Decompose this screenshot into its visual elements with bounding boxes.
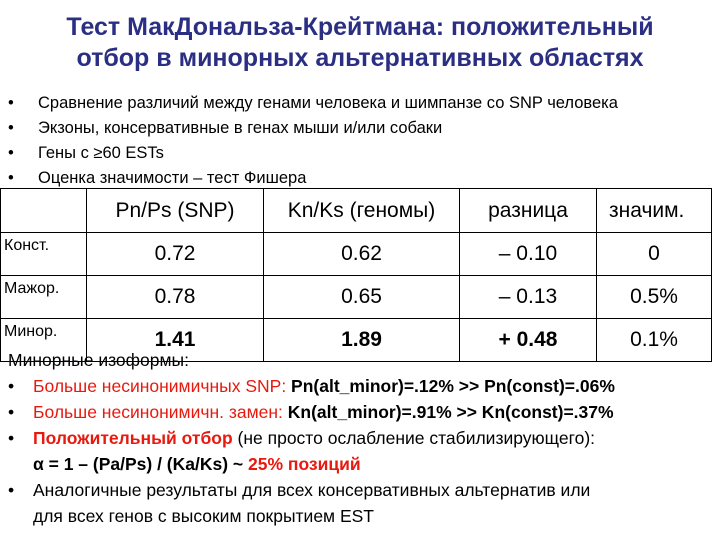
notes-intro: Минорные изоформы: xyxy=(8,350,189,370)
bullet-marker: • xyxy=(8,144,14,162)
note-text: для всех генов с высоким покрытием EST xyxy=(33,506,374,526)
table-cell: 0.72 xyxy=(87,233,264,276)
bullet-text: Сравнение различий между генами человека и шимпанзе со SNP человека xyxy=(38,94,618,112)
row-label: Мажор. xyxy=(1,276,87,319)
bullet-item xyxy=(8,141,720,166)
bullet-marker: • xyxy=(8,119,14,137)
table-cell: 1.89 xyxy=(264,319,460,362)
minor-isoforms-notes xyxy=(8,347,720,529)
note-item xyxy=(8,399,720,425)
bullet-marker: • xyxy=(8,94,14,112)
note-item xyxy=(8,425,720,477)
table-row xyxy=(1,276,712,319)
table-row xyxy=(1,233,712,276)
table-cell: – 0.13 xyxy=(460,276,597,319)
header-cell-difference: разница xyxy=(460,189,597,233)
table-cell: 1.41 xyxy=(87,319,264,362)
table-cell: 0.65 xyxy=(264,276,460,319)
bullet-item xyxy=(8,116,720,141)
table-cell: – 0.10 xyxy=(460,233,597,276)
note-label: Положительный отбор xyxy=(33,428,233,448)
bullet-marker: • xyxy=(8,402,15,422)
note-text: (не просто ослабление стабилизирующего): xyxy=(232,428,596,448)
title-line-1: Тест МакДональза-Крейтмана: положительный xyxy=(66,13,654,41)
bullet-text: Экзоны, консервативные в генах мыши и/или собаки xyxy=(38,119,443,137)
header-cell-significance: значим. xyxy=(597,189,712,233)
bullet-text: Гены с ≥60 ESTs xyxy=(38,144,164,162)
note-item xyxy=(8,373,720,399)
row-label: Конст. xyxy=(1,233,87,276)
bullet-text: Оценка значимости – тест Фишера xyxy=(38,169,307,187)
method-bullet-list xyxy=(8,91,720,191)
row-label: Минор. xyxy=(1,319,87,362)
note-item xyxy=(8,477,720,529)
bullet-marker: • xyxy=(8,376,15,396)
bullet-marker: • xyxy=(8,428,15,448)
note-formula: Kn(alt_minor)=.91% >> Kn(const)=.37% xyxy=(287,402,614,422)
table-cell: 0 xyxy=(597,233,712,276)
note-formula: Pn(alt_minor)=.12% >> Pn(const)=.06% xyxy=(291,376,615,396)
title-line-2: отбор в минорных альтернативных областях xyxy=(76,44,644,72)
alpha-formula: α = 1 – (Pa/Ps) / (Ka/Ks) ~ xyxy=(33,454,249,474)
table-cell: 0.78 xyxy=(87,276,264,319)
bullet-marker: • xyxy=(8,169,14,187)
table-header-row xyxy=(1,189,712,233)
slide-title xyxy=(0,12,720,74)
mk-test-table xyxy=(0,188,712,362)
bullet-item xyxy=(8,91,720,116)
note-text: Аналогичные результаты для всех консервативных альтернатив или xyxy=(33,480,591,500)
note-label: Больше несинонимичн. замен: xyxy=(33,402,288,422)
table-cell: 0.1% xyxy=(597,319,712,362)
header-cell-knks: Kn/Ks (геномы) xyxy=(264,189,460,233)
table-cell: 0.62 xyxy=(264,233,460,276)
note-label: Больше несинонимичных SNP: xyxy=(33,376,292,396)
table-cell: 0.5% xyxy=(597,276,712,319)
bullet-marker: • xyxy=(8,480,15,500)
header-cell-empty xyxy=(1,189,87,233)
header-cell-pnps: Pn/Ps (SNP) xyxy=(87,189,264,233)
table-cell: + 0.48 xyxy=(460,319,597,362)
alpha-result: 25% позиций xyxy=(248,454,361,474)
